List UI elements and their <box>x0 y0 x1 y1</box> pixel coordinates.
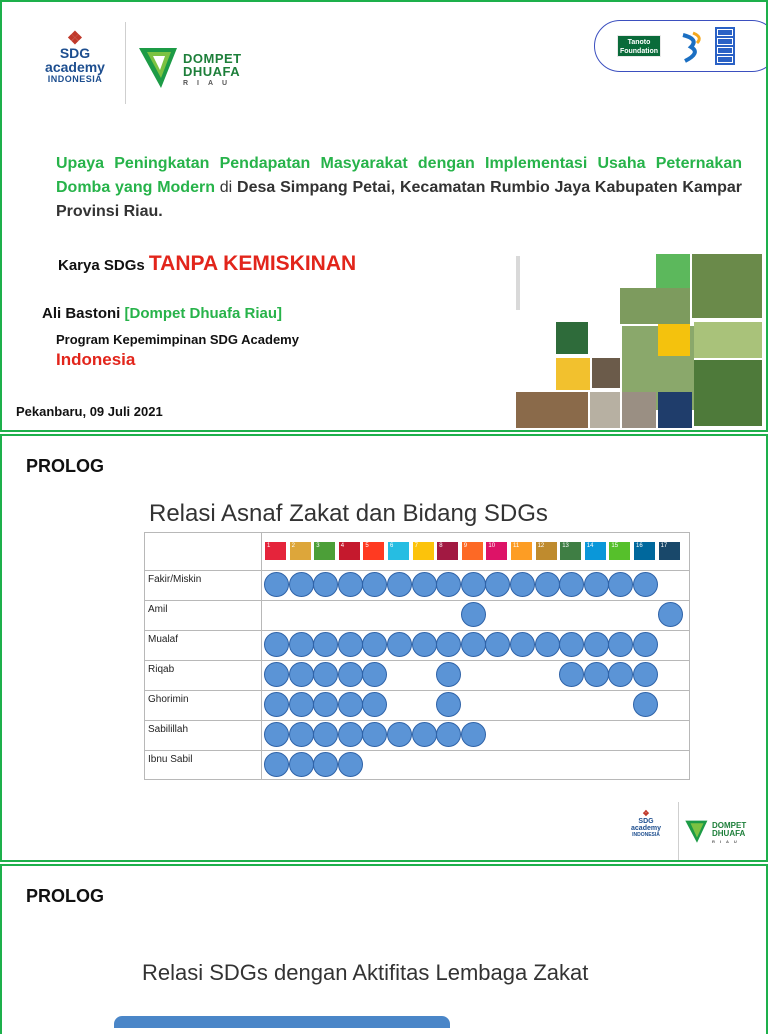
logo-divider <box>125 22 126 104</box>
relation-dot <box>633 572 658 597</box>
relation-dot <box>338 722 363 747</box>
relation-dot <box>633 692 658 717</box>
relation-dot <box>584 572 609 597</box>
prolog-slide-2 <box>0 864 768 1034</box>
bappenas-logo-icon <box>673 29 709 65</box>
relation-dot <box>510 632 535 657</box>
karya-line: Karya SDGs TANPA KEMISKINAN <box>58 252 357 275</box>
sdg-academy-logo: ❖ SDG academy INDONESIA <box>30 30 120 85</box>
dompet-dhuafa-wordmark-small: DOMPET DHUAFA RIAU <box>712 821 747 844</box>
book-icon: ❖ <box>66 28 84 48</box>
relation-dot <box>264 632 289 657</box>
relation-dot <box>264 572 289 597</box>
slide-heading: PROLOG <box>26 456 105 476</box>
table-row-divider <box>144 690 690 691</box>
table-row-label: Mualaf <box>148 634 179 645</box>
table-row-label: Fakir/Miskin <box>148 574 202 585</box>
sdg-goal-5-icon: 5 <box>363 542 384 560</box>
relation-dot <box>658 602 683 627</box>
sdg-goal-16-icon: 16 <box>634 542 655 560</box>
sdg-goal-2-icon: 2 <box>290 542 311 560</box>
relation-dot <box>338 572 363 597</box>
relation-dot <box>338 662 363 687</box>
table-row-label: Ibnu Sabil <box>148 754 193 765</box>
relation-dot <box>264 752 289 777</box>
relation-dot <box>584 632 609 657</box>
relation-dot <box>387 632 412 657</box>
sdg-goal-8-icon: 8 <box>437 542 458 560</box>
undp-logo-icon <box>715 27 735 65</box>
table-row-divider <box>144 720 690 721</box>
table-row-divider <box>144 570 690 571</box>
presentation-date: Pekanbaru, 09 Juli 2021 <box>16 404 163 419</box>
asnaf-sdg-table <box>144 532 690 780</box>
table-row-divider <box>144 660 690 661</box>
relation-dot <box>264 692 289 717</box>
sdg-goal-11-icon: 11 <box>511 542 532 560</box>
slide-title: Upaya Peningkatan Pendapatan Masyarakat dengan Implementasi Usaha Peternakan Domba yang Modern di Desa Simpang Petai, Kecamatan Rumbio Jaya Kabupaten Kampar Provinsi Riau. <box>56 155 742 220</box>
relation-dot <box>289 752 314 777</box>
photo-mosaic <box>516 252 764 428</box>
relation-dot <box>338 632 363 657</box>
relation-dot <box>461 722 486 747</box>
title-slide <box>0 0 768 432</box>
relation-dot <box>633 632 658 657</box>
sdg-goal-7-icon: 7 <box>413 542 434 560</box>
book-icon: ❖ <box>642 809 650 818</box>
relation-dot <box>412 632 437 657</box>
dompet-dhuafa-wordmark: DOMPET DHUAFA RIAU <box>183 51 242 87</box>
relation-dot <box>412 572 437 597</box>
relation-dot <box>289 722 314 747</box>
relation-dot <box>264 722 289 747</box>
relation-dot <box>338 752 363 777</box>
relation-dot <box>289 632 314 657</box>
relation-dot <box>412 722 437 747</box>
table-row-label: Riqab <box>148 664 175 675</box>
table-row-divider <box>144 750 690 751</box>
tanoto-foundation-logo: Tanoto Foundation <box>617 35 661 57</box>
sdg-goal-3-icon: 3 <box>314 542 335 560</box>
footer-logos <box>622 802 762 862</box>
author-line: Ali Bastoni [Dompet Dhuafa Riau] <box>42 305 283 322</box>
sdg-goal-15-icon: 15 <box>609 542 630 560</box>
sdg-goal-17-icon: 17 <box>659 542 680 560</box>
relation-dot <box>289 572 314 597</box>
relation-dot <box>461 632 486 657</box>
sdg-goal-14-icon: 14 <box>585 542 606 560</box>
relation-dot <box>510 572 535 597</box>
sdg-goal-10-icon: 10 <box>486 542 507 560</box>
relation-dot <box>289 662 314 687</box>
slide-subtitle: Relasi SDGs dengan Aktifitas Lembaga Zakat <box>142 960 589 985</box>
relation-dot <box>387 722 412 747</box>
relation-dot <box>289 692 314 717</box>
diagram-bar <box>114 1016 450 1028</box>
sdg-goal-9-icon: 9 <box>462 542 483 560</box>
relation-dot <box>535 572 560 597</box>
relation-dot <box>338 692 363 717</box>
relation-dot <box>387 572 412 597</box>
table-row-label: Sabilillah <box>148 724 189 735</box>
sdg-goal-6-icon: 6 <box>388 542 409 560</box>
relation-dot <box>584 662 609 687</box>
dompet-dhuafa-logo-icon <box>684 818 710 844</box>
sdg-goal-12-icon: 12 <box>536 542 557 560</box>
relation-dot <box>535 632 560 657</box>
sdg-goal-13-icon: 13 <box>560 542 581 560</box>
table-row-label: Amil <box>148 604 168 615</box>
relation-dot <box>461 602 486 627</box>
prolog-slide-1 <box>0 434 768 862</box>
sdg-goal-4-icon: 4 <box>339 542 360 560</box>
sdg-academy-logo-small: ❖ SDG academy INDONESIA <box>622 810 670 838</box>
partner-logos <box>594 20 768 72</box>
relation-dot <box>633 662 658 687</box>
slide-heading: PROLOG <box>26 886 105 906</box>
table-row-label: Ghorimin <box>148 694 189 705</box>
relation-dot <box>461 572 486 597</box>
program-name: Program Kepemimpinan SDG Academy <box>56 332 299 347</box>
sdg-goal-1-icon: 1 <box>265 542 286 560</box>
relation-dot <box>264 662 289 687</box>
table-row-divider <box>144 630 690 631</box>
table-row-divider <box>144 600 690 601</box>
program-country: Indonesia <box>56 350 136 369</box>
table-title: Relasi Asnaf Zakat dan Bidang SDGs <box>149 500 548 527</box>
